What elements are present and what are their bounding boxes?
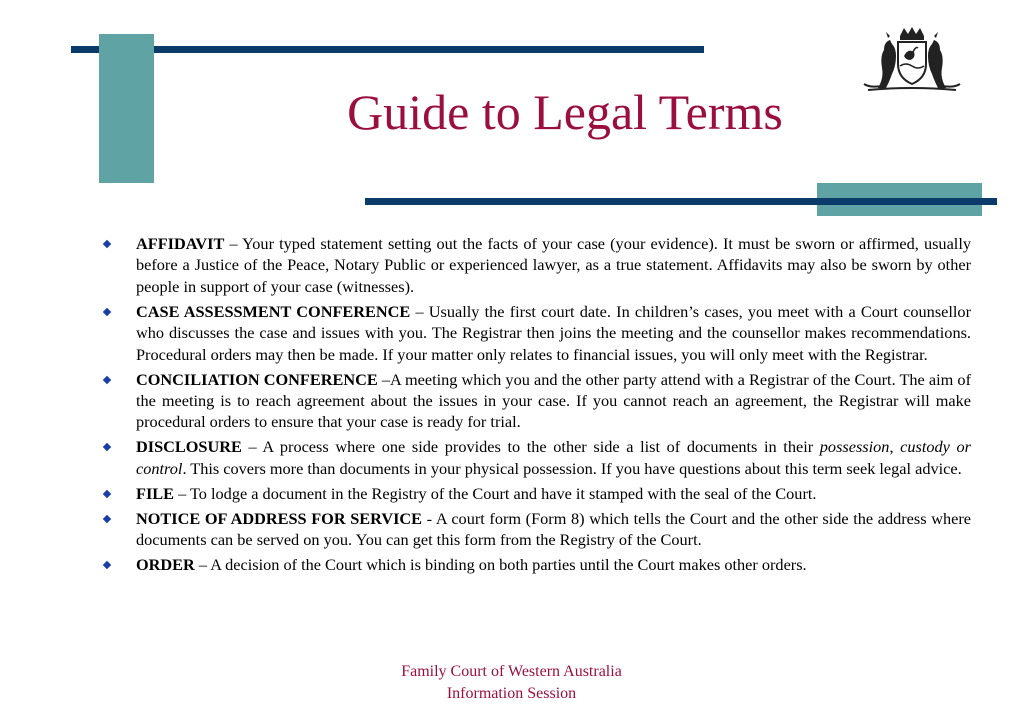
term-name: AFFIDAVIT [136,234,225,253]
term-definition: – Your typed statement setting out the facts of your case (your evidence). It must be sworn or affirmed, usually before a Justice of the Peace, Notary Public or experienced lawyer, as a true statement. Affidavits may also be sworn by other people in support of your case (witnesses). [136,234,971,296]
term-name: FILE [136,483,175,503]
bullet-diamond-icon [103,443,111,451]
footer [0,661,1023,704]
term-name: CONCILIATION CONFERENCE [136,369,378,389]
term-name: NOTICE OF ADDRESS FOR SERVICE [136,508,423,528]
term-case-assessment-conference [104,301,971,365]
term-definition: – To lodge a document in the Registry of the Court and have it stamped with the seal of the Court. [174,483,817,503]
page-title: Guide to Legal Terms [347,84,783,140]
top-navy-bar [71,46,704,53]
term-notice-of-address-for-service [104,508,971,551]
term-affidavit [104,233,971,297]
terms-list [104,233,971,579]
bullet-diamond-icon [103,240,111,248]
term-name: DISCLOSURE [136,437,242,457]
term-definition: – A process where one side provides to the other side a list of documents in their [241,437,820,457]
term-name: ORDER [136,555,195,575]
term-definition: –A meeting which you and the other party attend with a Registrar of the Court. The aim of the meeting is to reach agreement about the issues in your case. If you cannot reach an agreement, the Registrar will make procedural orders to ensure that your case is ready for trial. [136,369,971,432]
footer-organization: Family Court of Western Australia [401,663,622,680]
left-teal-block [99,34,154,183]
term-definition: - A court form (Form 8) which tells the Court and the other side the address where documents can be served on you. You can get this form from the Registry of the Court. [136,508,971,550]
term-file [104,483,971,504]
bullet-diamond-icon [103,515,111,523]
term-conciliation-conference [104,369,971,433]
term-definition-italic: possession [819,437,890,457]
term-disclosure [104,436,971,479]
bullet-diamond-icon [103,375,111,383]
term-name: CASE ASSESSMENT CONFERENCE [136,301,411,321]
term-definition: – Usually the first court date. In children’s cases, you meet with a Court counsellor who discusses the case and issues with you. The Registrar then joins the meeting and the counsellor makes recommendations. Procedural orders may then be made. If your matter only relates to financial issues, you will only meet with the Registrar. [136,301,971,364]
footer-session: Information Session [446,684,577,702]
bullet-diamond-icon [103,490,111,498]
bullet-diamond-icon [103,561,111,569]
term-order [104,554,971,575]
bullet-diamond-icon [103,308,111,316]
term-definition-italic: custody or control [136,437,972,478]
term-definition: . This covers more than documents in your physical possession. If you have questions about this term seek legal advice. [182,458,962,478]
term-definition: , [889,437,901,457]
middle-navy-bar [365,198,997,205]
term-definition: – A decision of the Court which is binding on both parties until the Court makes other orders. [194,555,807,575]
